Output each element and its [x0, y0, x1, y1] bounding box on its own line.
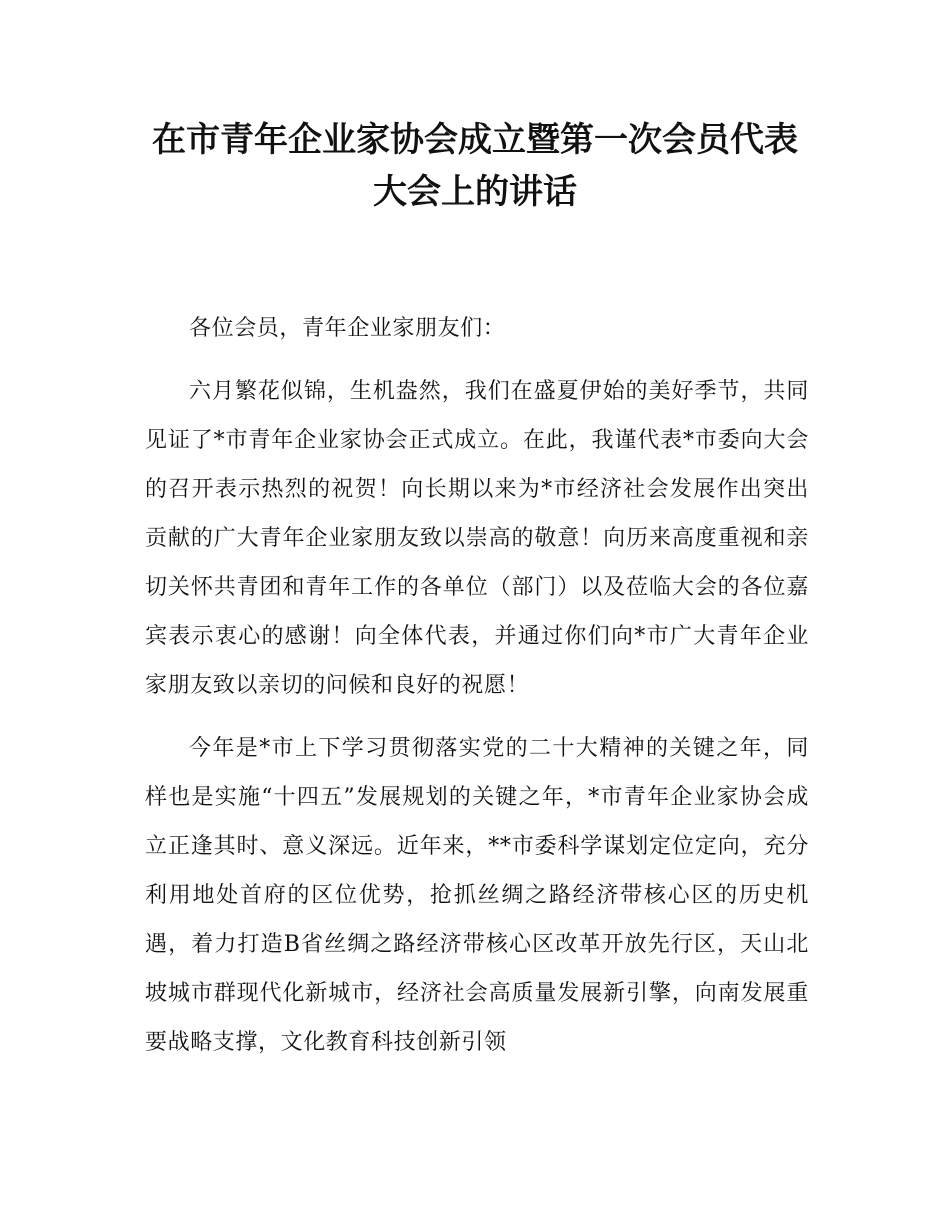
opening-paragraph: 六月繁花似锦，生机盎然，我们在盛夏伊始的美好季节，共同见证了*市青年企业家协会正式成立。在此，我谨代表*市委向大会的召开表示热烈的祝贺！向长期以来为*市经济社会发展作出突出贡献的广大青年企业家朋友致以崇高的敬意！向历来高度重视和亲切关怀共青团和青年工作的各单位（部门）以及莅临大会的各位嘉宾表示衷心的感谢！向全体代表，并通过你们向*市广大青年企业家朋友致以亲切的问候和良好的祝愿！ [145, 379, 809, 698]
title-line-2: 大会上的讲话 [373, 172, 577, 212]
document-body [145, 304, 809, 1081]
title-line-1: 在市青年企业家协会成立暨第一次会员代表 [152, 120, 798, 160]
document-title [120, 114, 830, 218]
background-paragraph: 今年是*市上下学习贯彻落实党的二十大精神的关键之年，同样也是实施“十四五”发展规划的关键之年，*市青年企业家协会成立正逢其时、意义深远。近年来，**市委科学谋划定位定向，充分利用地处首府的区位优势，抢抓丝绸之路经济带核心区的历史机遇，着力打造B省丝绸之路经济带核心区改革开放先行区，天山北坡城市群现代化新城市，经济社会高质量发展新引擎，向南发展重要战略支撑，文化教育科技创新引领 [145, 736, 809, 1055]
salutation-paragraph: 各位会员，青年企业家朋友们： [189, 316, 506, 341]
